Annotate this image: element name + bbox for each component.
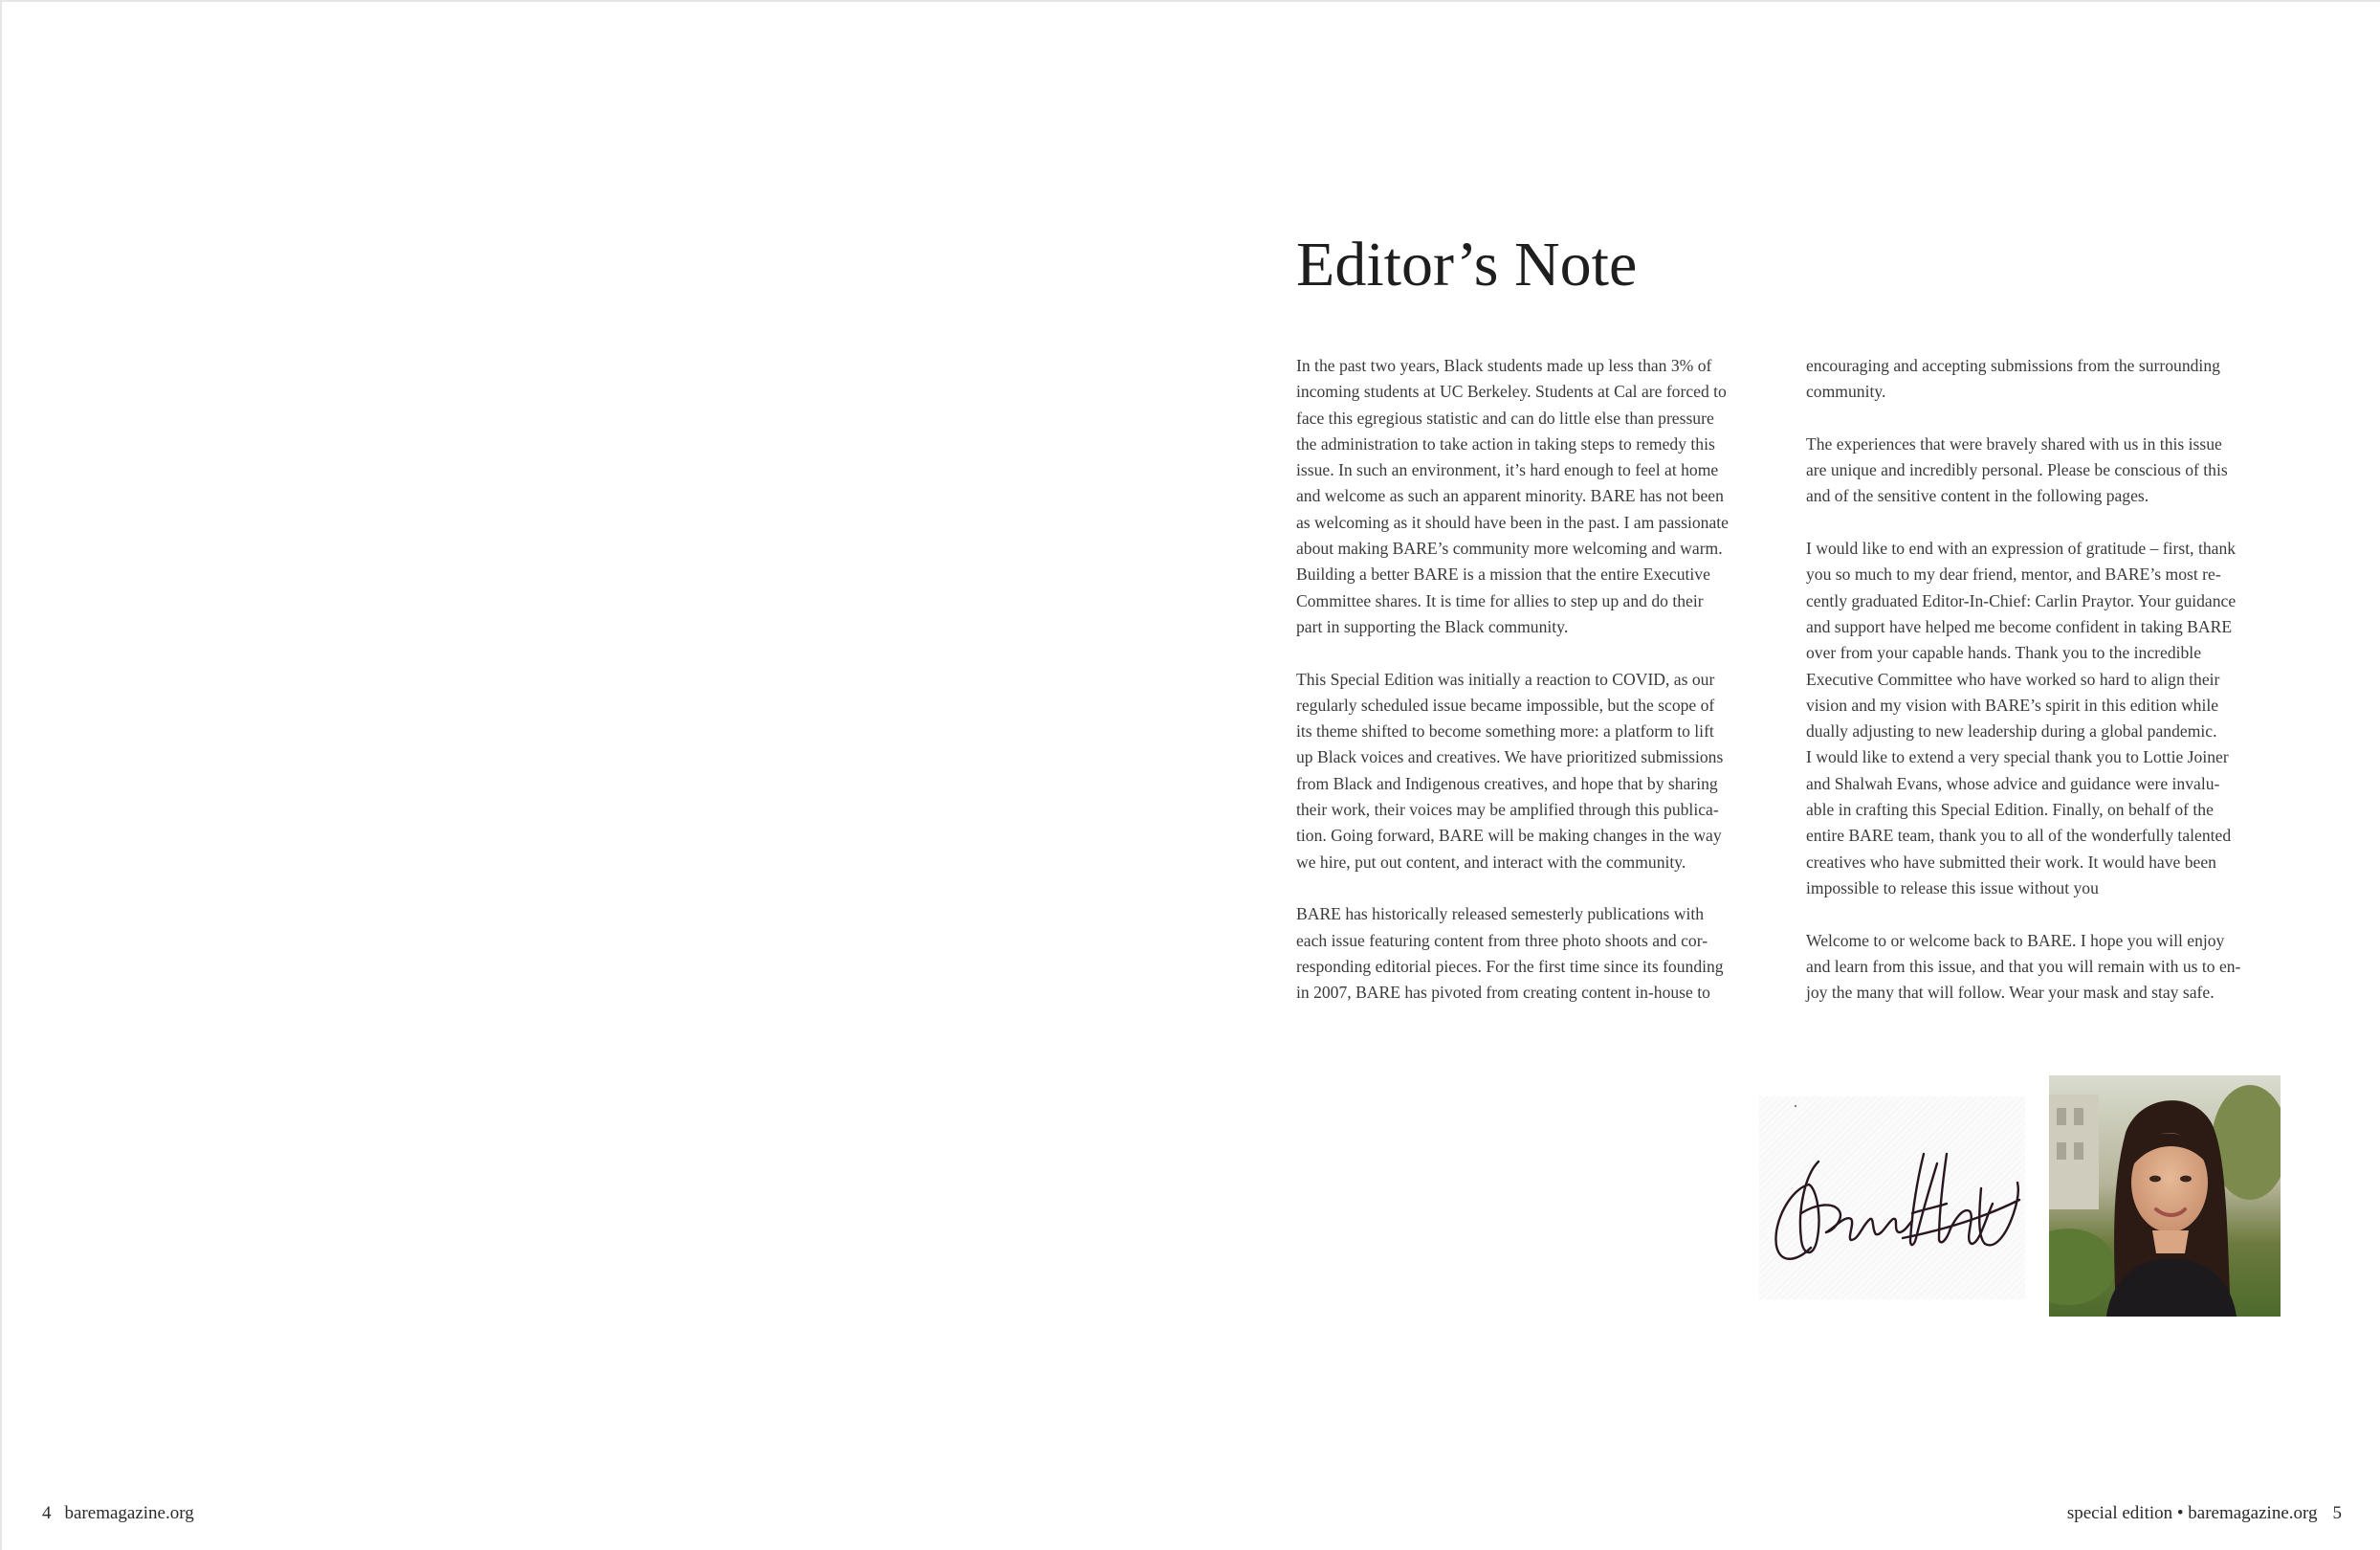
- signature-image: [1759, 1096, 2025, 1299]
- folio-right: [2067, 1502, 2342, 1525]
- folio-text: special edition • baremagazine.org: [2066, 1503, 2318, 1523]
- paragraph: BARE has historically released semesterly publications with each issue featuring content from three photo shoots and cor- responding editorial pieces. For the first time since its founding in 2007, BARE has pivoted from creating content in-house to: [1296, 904, 1724, 1003]
- paragraph: The experiences that were bravely shared with us in this issue are unique and incredibly personal. Please be conscious of this and of the sensitive content in the following pages.: [1806, 433, 2228, 506]
- text-column-right: [1806, 353, 2284, 1006]
- folio-left: [42, 1502, 194, 1525]
- paragraph: encouraging and accepting submissions from the surrounding community.: [1806, 356, 2220, 402]
- page-title: Editor’s Note: [1296, 230, 1638, 299]
- paragraph: I would like to end with an expression of gratitude – first, thank you so much to my dear friend, mentor, and BARE’s most re- cently graduated Editor-In-Chief: Carlin Praytor. Your guidance and support have helped me become confident in taking BARE over from your capable hands. Thank you to the incredible Executive Committee who have worked so hard to align their vision and my vision with BARE’s spirit in this edition while dually adjusting to new leadership during a global pandemic. I would like to extend a very special thank you to Lottie Joiner and Shalwah Evans, whose advice and guidance were invalu- able in crafting this Special Edition. Finally, on behalf of the entire BARE team, thank you to all of the wonderfully talented creatives who have submitted their work. It would have been impossible to release this issue without you: [1806, 539, 2237, 897]
- text-column-left: [1296, 353, 1774, 1006]
- paragraph: Welcome to or welcome back to BARE. I hope you will enjoy and learn from this issue, and that you will remain with us to en- joy the many that will follow. Wear your mask and stay safe.: [1806, 930, 2241, 1003]
- page-number: 5: [2332, 1503, 2342, 1523]
- page-number: 4: [42, 1503, 52, 1523]
- editor-portrait-photo: [2049, 1075, 2281, 1317]
- paragraph: This Special Edition was initially a reaction to COVID, as our regularly scheduled issue became impossible, but the scope of its theme shifted to become something more: a platform to lift up Black voices and creatives. We have prioritized submissions from Black and Indigenous creatives, and hope that by sharing their work, their voices may be amplified through this publica- tion. Going forward, BARE will be making changes in the way we hire, put out content, and interact with the community.: [1296, 669, 1724, 872]
- folio-text: baremagazine.org: [64, 1503, 194, 1523]
- paragraph: In the past two years, Black students made up less than 3% of incoming students at UC Berkeley. Students at Cal are forced to face this egregious statistic and can do little else than pressure the administration to take action in taking steps to remedy this issue. In such an environment, it’s hard enough to feel at home and welcome as such an apparent minority. BARE has not been as welcoming as it should have been in the past. I am passionate about making BARE’s community more welcoming and warm. Building a better BARE is a mission that the entire Executive Committee shares. It is time for allies to step up and do their part in supporting the Black community.: [1296, 356, 1729, 636]
